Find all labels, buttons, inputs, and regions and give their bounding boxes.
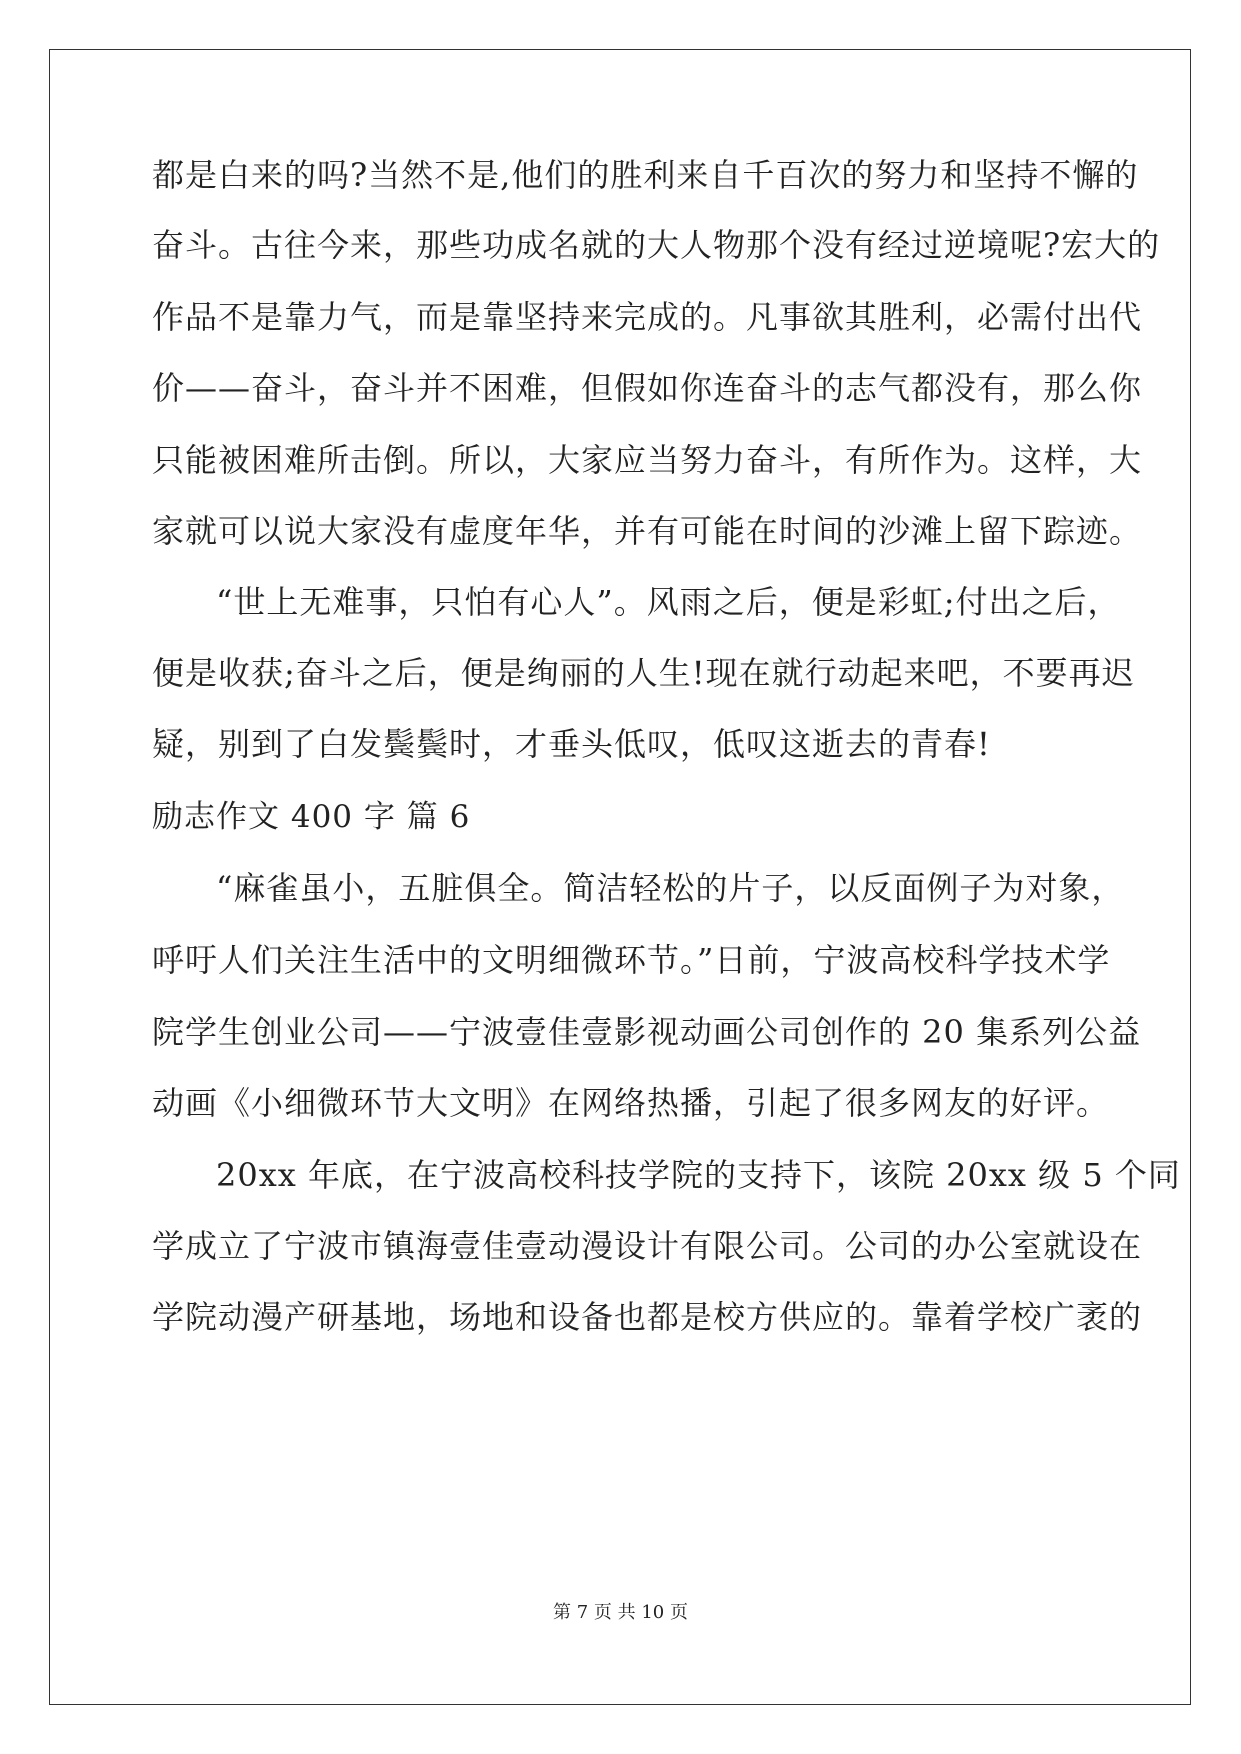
body-line: 院学生创业公司——宁波壹佳壹影视动画公司创作的 20 集系列公益 (152, 1013, 1142, 1051)
body-line: 20xx 年底，在宁波高校科技学院的支持下，该院 20xx 级 5 个同 (216, 1156, 1181, 1194)
body-line: 呼吁人们关注生活中的文明细微环节。”日前，宁波高校科学技术学 (152, 941, 1111, 979)
body-line: “麻雀虽小，五脏俱全。简洁轻松的片子，以反面例子为对象， (216, 869, 1125, 907)
body-line: 都是白来的吗?当然不是,他们的胜利来自千百次的努力和坚持不懈的 (152, 156, 1139, 194)
body-line: 动画《小细微环节大文明》在网络热播，引起了很多网友的好评。 (152, 1084, 1110, 1122)
body-line: “世上无难事，只怕有心人”。风雨之后，便是彩虹;付出之后， (216, 583, 1121, 621)
body-line: 奋斗。古往今来，那些功成名就的大人物那个没有经过逆境呢?宏大的 (152, 226, 1161, 264)
page-number-footer: 第 7 页 共 10 页 (553, 1602, 688, 1623)
body-line: 价——奋斗，奋斗并不困难，但假如你连奋斗的志气都没有，那么你 (152, 369, 1143, 407)
body-line: 作品不是靠力气，而是靠坚持来完成的。凡事欲其胜利，必需付出代 (152, 298, 1143, 336)
body-line: 便是收获;奋斗之后，便是绚丽的人生!现在就行动起来吧，不要再迟 (152, 654, 1135, 692)
body-line: 只能被困难所击倒。所以，大家应当努力奋斗，有所作为。这样，大 (152, 441, 1143, 479)
section-heading: 励志作文 400 字 篇 6 (152, 799, 471, 835)
body-line: 疑，别到了白发鬓鬓时，才垂头低叹，低叹这逝去的青春! (152, 725, 991, 763)
body-line: 家就可以说大家没有虚度年华，并有可能在时间的沙滩上留下踪迹。 (152, 512, 1143, 550)
body-line: 学院动漫产研基地，场地和设备也都是校方供应的。靠着学校广袤的 (152, 1298, 1143, 1336)
body-line: 学成立了宁波市镇海壹佳壹动漫设计有限公司。公司的办公室就设在 (152, 1227, 1143, 1265)
